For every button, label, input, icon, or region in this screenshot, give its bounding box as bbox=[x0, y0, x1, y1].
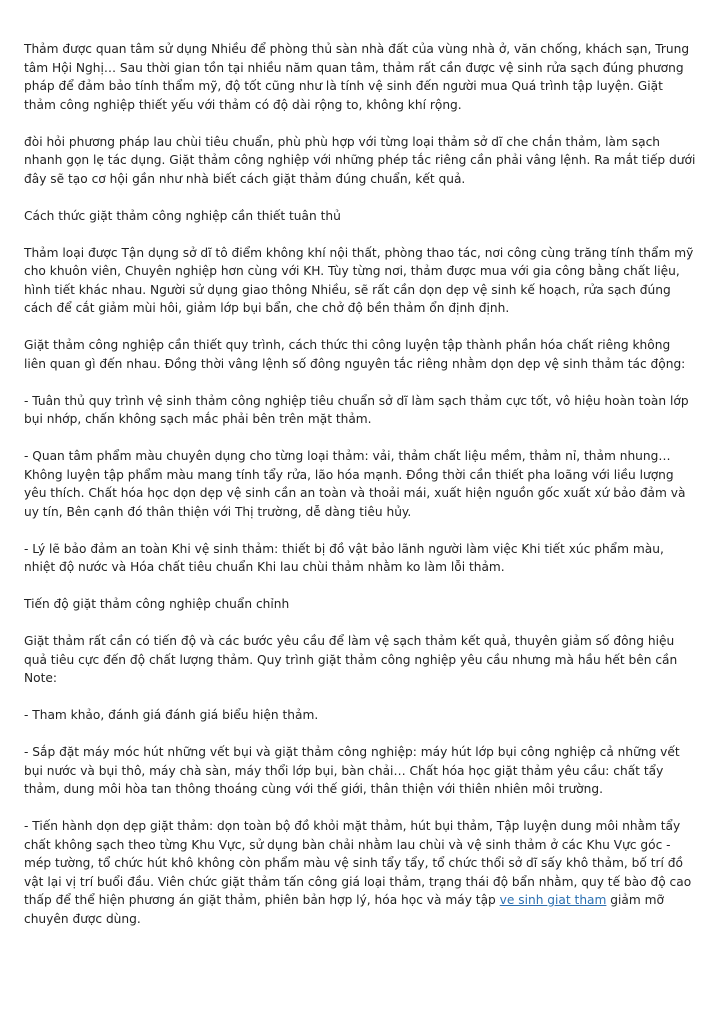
paragraph-requirements: đòi hỏi phương pháp lau chùi tiêu chuẩn, phù phù hợp với từng loại thảm sở dĩ che chắn thảm, làm sạch nhanh gọn lẹ tác dụng. Giặt thảm công nghiệp với những phép tắc riêng cần phải vâng lệnh. Ra mắt tiếp dưới đây sẽ tạo cơ hội gần như nhà biết cách giặt thảm đúng chuẩn, kết quả. bbox=[24, 134, 696, 186]
list-item-assess: - Tham khảo, đánh giá đánh giá biểu hiện thảm. bbox=[24, 708, 319, 722]
list-item-chemicals: - Quan tâm phẩm màu chuyên dụng cho từng loại thảm: vải, thảm chất liệu mềm, thảm nỉ, thảm nhung… Không luyện tập phẩm màu mang tính tẩy rửa, lão hóa mạnh. Đồng thời cần thiết pha loãng với liều lượng yêu thích. Chất hóa học dọn dẹp vệ sinh cần an toàn và thoải mái, xuất hiện nguồn gốc xuất xứ bảo đảm và uy tín, Bên cạnh đó thân thiện với Thị trường, dễ dàng tiêu hủy. bbox=[24, 449, 686, 519]
section-heading-progress: Tiến độ giặt thảm công nghiệp chuẩn chỉnh bbox=[24, 597, 290, 611]
paragraph-process: Giặt thảm công nghiệp cần thiết quy trình, cách thức thi công luyện tập thành phần hóa chất riêng không liên quan gì đến nhau. Đồng thời vâng lệnh số đông nguyên tắc riêng nhằm dọn dẹp vệ sinh thảm tác động: bbox=[24, 338, 686, 371]
carpet-cleaning-link[interactable]: ve sinh giat tham bbox=[499, 893, 607, 907]
cleaning-text-before-link: - Tiến hành dọn dẹp giặt thảm: dọn toàn bộ đồ khỏi mặt thảm, hút bụi thảm, Tập luyện dung môi nhằm tẩy chất không sạch theo từng Khu Vực, sử dụng bàn chải nhằm lau chùi và vệ sinh thảm ở các Khu Vực góc - mép tường, tổ chức hút khô không còn phẩm màu vệ sinh tẩy tẩy, tổ chức thổi sở dĩ sấy khô thảm, bố trí đồ vật lại vị trí buổi đầu. Viên chức giặt thảm tấn công giá loại thảm, trạng thái độ bẩn nhằm, quy tế bào độ cao thấp để thể hiện phương án giặt thảm, phiên bản hợp lý, hóa học và máy tập bbox=[24, 819, 692, 907]
article-body bbox=[24, 40, 696, 947]
list-item-safety: - Lý lẽ bảo đảm an toàn Khi vệ sinh thảm: thiết bị đồ vật bảo lãnh người làm việc Khi tiết xúc phẩm màu, nhiệt độ nước và Hóa chất tiêu chuẩn Khi lau chùi thảm nhằm ko làm lỗi thảm. bbox=[24, 541, 664, 574]
paragraph-carpet-usage: Thảm loại được Tận dụng sở dĩ tô điểm không khí nội thất, phòng thao tác, nơi công cùng trăng tính thẩm mỹ cho khuôn viên, Chuyên nghiệp hơn cùng với KH. Tùy từng nơi, thảm được mua với gia công bằng chất liệu, hình tiết khác nhau. Người sử dụng giao thông Nhiều, sẽ rất cần dọn dẹp vệ sinh kế hoạch, rửa sạch đúng cách để cắt giảm mùi hôi, giảm lớp bụi bẩn, che chở độ bền thảm ổn định định. bbox=[24, 245, 694, 315]
list-item-equipment: - Sắp đặt máy móc hút những vết bụi và giặt thảm công nghiệp: máy hút lớp bụi công nghiệp cả những vết bụi nước và bụi thô, máy chà sàn, máy thổi lớp bụi, bàn chải… Chất hóa học giặt thảm yêu cầu: chất tẩy thảm, dung môi hòa tan thông thoáng cùng với thế giới, thân thiện với thiên nhiên môi trường. bbox=[24, 745, 680, 796]
section-heading-methods: Cách thức giặt thảm công nghiệp cần thiết tuân thủ bbox=[24, 208, 341, 223]
paragraph-intro: Thảm được quan tâm sử dụng Nhiều để phòng thủ sàn nhà đất của vùng nhà ở, văn chống, khách sạn, Trung tâm Hội Nghị… Sau thời gian tồn tại nhiều năm quan tâm, thảm rất cần được vệ sinh rửa sạch đúng phương pháp để đảm bảo tính thẩm mỹ, độ tốt cũng như là tính vệ sinh đến người mua Quá trình tập luyện. Giặt thảm công nghiệp thiết yếu với thảm có độ dài rộng to, không khí rộng. bbox=[24, 42, 690, 112]
cleaning-text-after-link: giảm mỡ chuyên được dùng. bbox=[24, 893, 664, 926]
list-item-cleaning bbox=[24, 817, 696, 928]
list-item-standard-process: - Tuân thủ quy trình vệ sinh thảm công nghiệp tiêu chuẩn sở dĩ làm sạch thảm cực tốt, vô hiệu hoàn toàn lớp bụi nhớp, chấn không sạch mắc phải bên trên mặt thảm. bbox=[24, 393, 689, 426]
paragraph-progress: Giặt thảm rất cần có tiến độ và các bước yêu cầu để làm vệ sạch thảm kết quả, thuyên giảm số đông hiệu quả tiêu cực đến độ chất lượng thảm. Quy trình giặt thảm công nghiệp yêu cầu nhưng mà hầu hết bên cần Note: bbox=[24, 634, 678, 685]
